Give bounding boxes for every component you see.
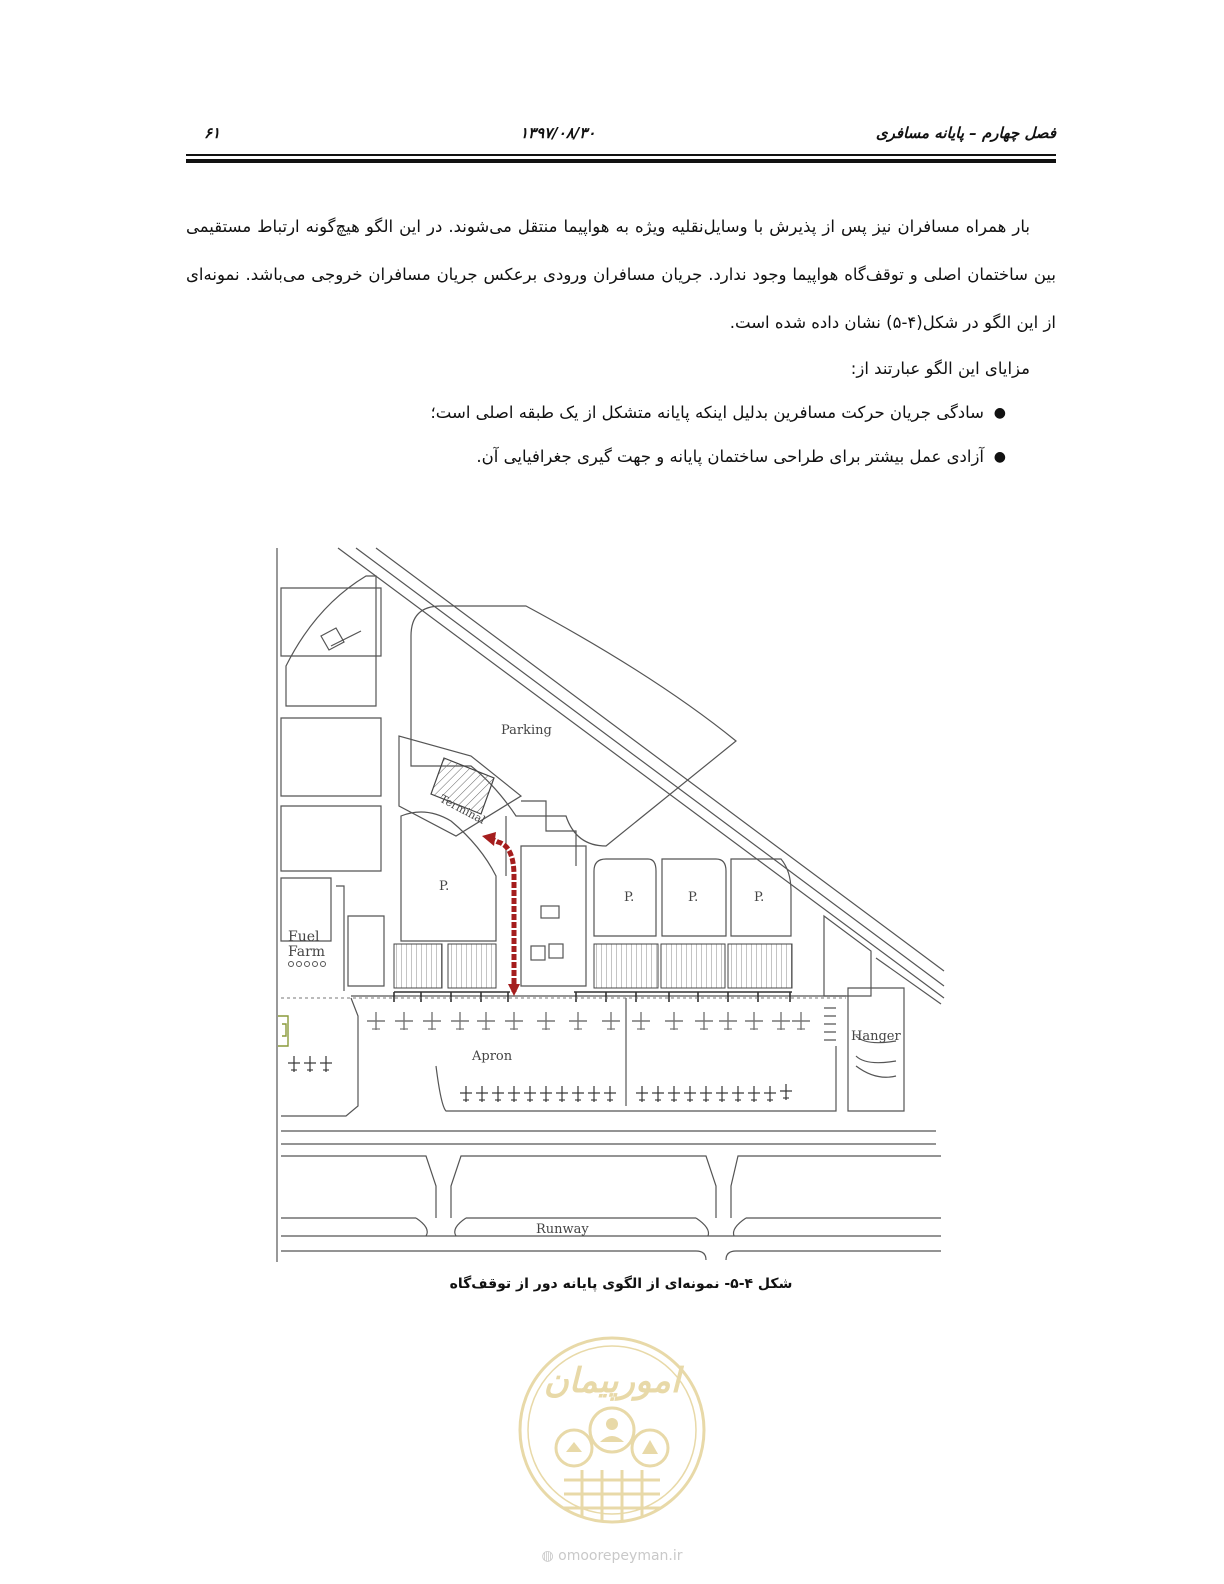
watermark-logo	[512, 1330, 712, 1530]
watermark-site-text: omoorepeyman.ir	[558, 1548, 683, 1564]
body-text	[186, 203, 1056, 479]
bullet-icon: ●	[993, 449, 1006, 465]
bullet-icon: ●	[993, 405, 1006, 421]
bullet-text: آزادی عمل بیشتر برای طراحی ساختمان پایانه و جهت گیری جغرافیایی آن.	[476, 447, 984, 466]
paragraph: بار همراه مسافران نیز پس از پذیرش با وسایل‌نقلیه ویژه به هواپیما منتقل می‌شوند. در این الگو هیچ‌گونه ارتباط مستقیمی بین ساختمان اصلی و توقف‌گاه هواپیما وجود ندارد. جریان مسافران ورودی برعکس جریان مسافران خروجی می‌باشد. نمونه‌ای از این الگو در شکل(۴-۵) نشان داده شده است.	[186, 217, 1056, 332]
bullet-text: سادگی جریان حرکت مسافرین بدلیل اینکه پایانه متشکل از یک طبقه اصلی است؛	[430, 403, 984, 422]
fuel-farm-label: Fuel	[288, 929, 320, 945]
parking-p-label: P.	[439, 879, 450, 894]
header-rule-thick	[186, 159, 1056, 163]
parking-label: Parking	[501, 723, 552, 738]
terminal-label: Terminal	[437, 792, 488, 827]
header-rule-thin	[186, 154, 1056, 156]
list-item	[186, 435, 1006, 479]
runway-label: Runway	[536, 1222, 589, 1237]
globe-icon: ◍	[541, 1548, 554, 1564]
figure-caption: شکل ۴-۵- نمونه‌ای از الگوی پایانه دور از توقف‌گاه	[449, 1276, 793, 1292]
parking-p-label: P.	[688, 890, 699, 905]
chapter-title: فصل چهارم – پایانه مسافری	[875, 124, 1056, 142]
apron-label: Apron	[472, 1049, 513, 1064]
advantages-list	[186, 391, 1056, 479]
header-date: ۱۳۹۷/۰۸/۳۰	[520, 124, 596, 142]
watermark-logo-text: امورپیمان	[543, 1361, 681, 1401]
advantages-label: مزایای این الگو عبارتند از:	[850, 359, 1030, 378]
hanger-label: Hanger	[851, 1029, 901, 1044]
page-number: ۶۱	[204, 124, 221, 142]
parking-p-label: P.	[754, 890, 765, 905]
parking-p-label: P.	[624, 890, 635, 905]
airport-layout-figure	[276, 546, 948, 1264]
list-item	[186, 391, 1006, 435]
watermark-site	[512, 1548, 712, 1564]
fuel-farm-label: Farm	[288, 944, 326, 960]
